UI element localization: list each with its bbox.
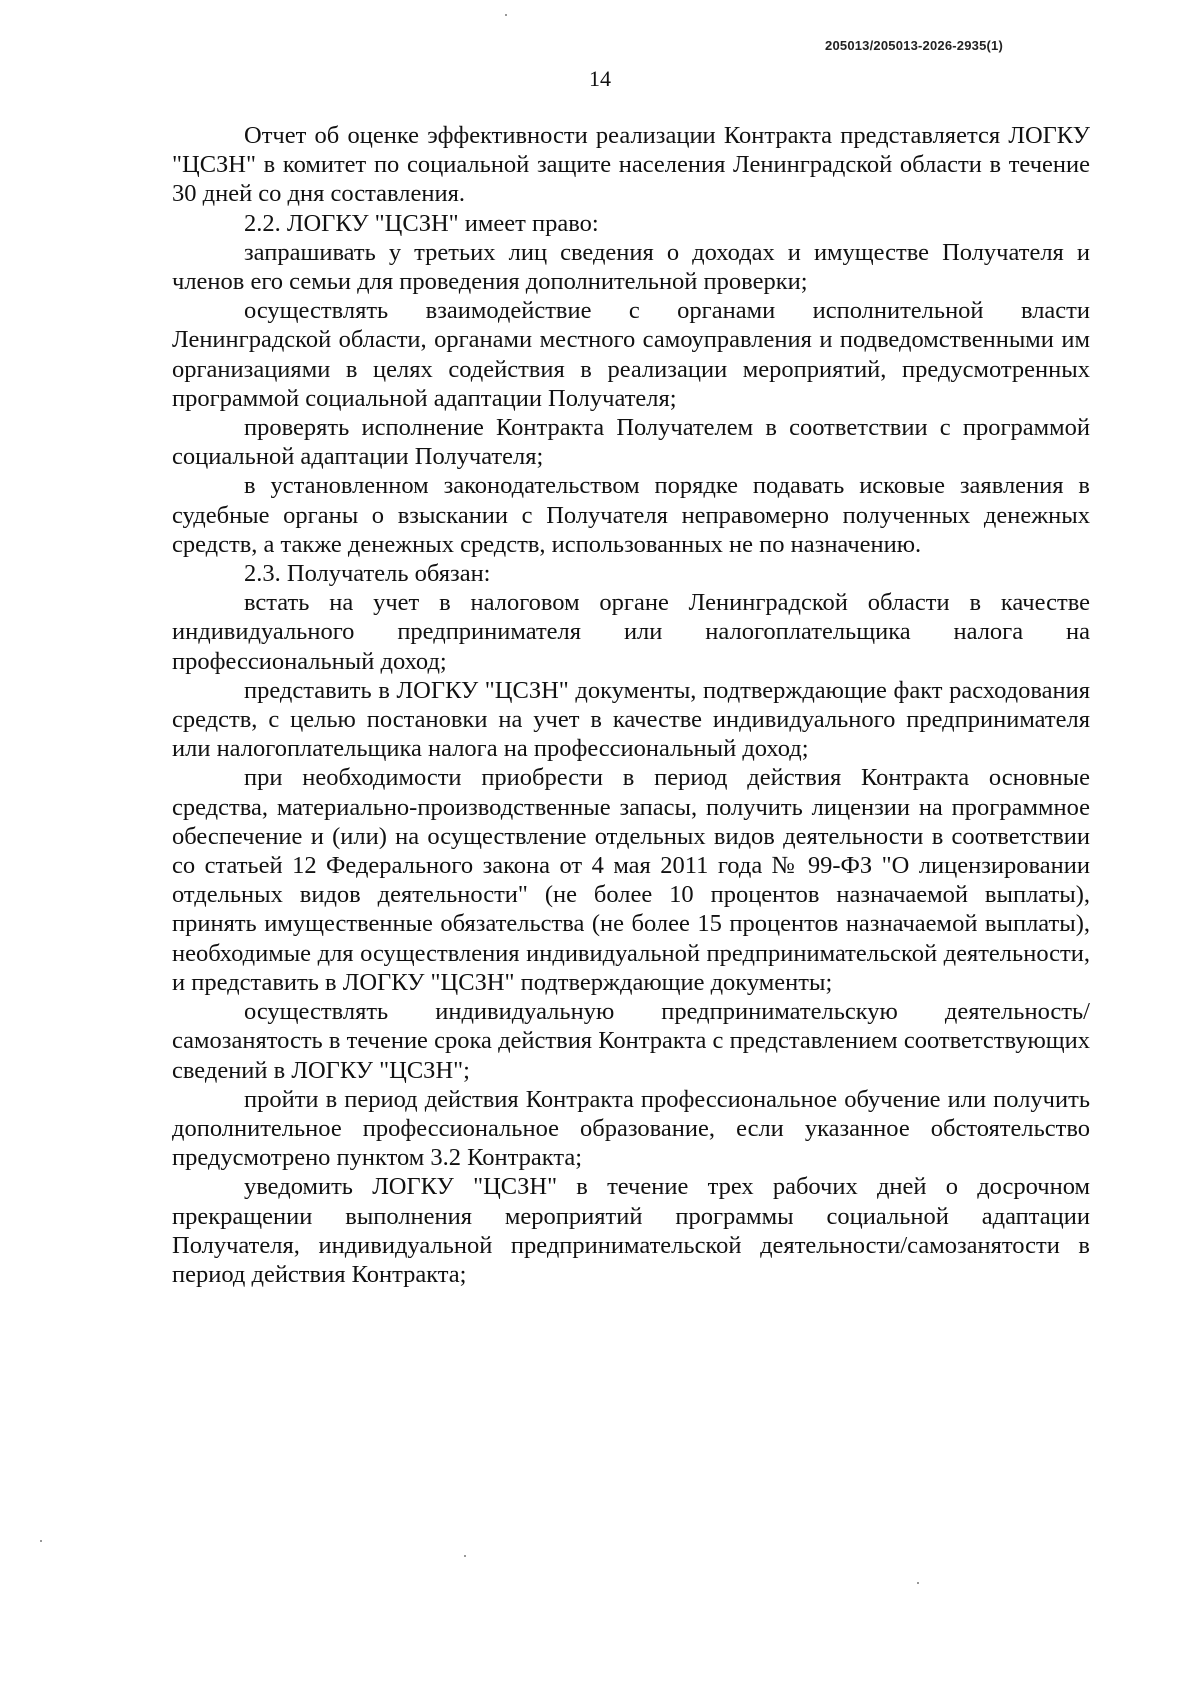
document-registration-number: 205013/205013-2026-2935(1) bbox=[825, 38, 1003, 53]
scan-speck bbox=[40, 1540, 42, 1542]
paragraph-report-submission: Отчет об оценке эффективности реализации Контракта представляется ЛОГКУ "ЦСЗН" в комитет по социальной защите населения Ленинградской области в течение 30 дней со дня составления. bbox=[172, 122, 1090, 208]
paragraph-notify-termination: уведомить ЛОГКУ "ЦСЗН" в течение трех рабочих дней о досрочном прекращении выполнения мероприятий программы социальной адаптации Получателя, индивидуальной предпринимательской деятельности/самозанятости в период действия Контракта; bbox=[172, 1173, 1090, 1288]
scan-speck bbox=[917, 1582, 919, 1584]
page-number: 14 bbox=[589, 66, 611, 91]
section-heading-2-2: 2.2. ЛОГКУ "ЦСЗН" имеет право: bbox=[244, 209, 599, 237]
paragraph-verify-execution: проверять исполнение Контракта Получателем в соответствии с программой социальной адаптации Получателя; bbox=[172, 414, 1090, 471]
scan-speck bbox=[464, 1555, 466, 1557]
paragraph-tax-registration: встать на учет в налоговом органе Ленинградской области в качестве индивидуального предпринимателя или налогоплательщика налога на профессиональный доход; bbox=[172, 589, 1090, 675]
section-heading-2-3: 2.3. Получатель обязан: bbox=[244, 560, 491, 588]
document-body bbox=[172, 121, 1090, 1289]
paragraph-interaction-authorities: осуществлять взаимодействие с органами исполнительной власти Ленинградской области, органами местного самоуправления и подведомственными им организациями в целях содействия в реализации мероприятий, предусмотренных программой социальной адаптации Получателя; bbox=[172, 297, 1090, 412]
scan-speck bbox=[505, 14, 507, 16]
paragraph-professional-training: пройти в период действия Контракта профессиональное обучение или получить дополнительное профессиональное образование, если указанное обстоятельство предусмотрено пунктом 3.2 Контракта; bbox=[172, 1085, 1090, 1172]
paragraph-request-information: запрашивать у третьих лиц сведения о доходах и имуществе Получателя и членов его семьи для проведения дополнительной проверки; bbox=[172, 238, 1090, 296]
paragraph-submit-documents: представить в ЛОГКУ "ЦСЗН" документы, подтверждающие факт расходования средств, с целью постановки на учет в качестве индивидуального предпринимателя или налогоплательщика налога на профессиональный доход; bbox=[172, 676, 1090, 763]
paragraph-file-claims: в установленном законодательством порядке подавать исковые заявления в судебные органы о взыскании с Получателя неправомерно полученных денежных средств, а также денежных средств, использованных не по назначению. bbox=[172, 472, 1090, 558]
paragraph-carry-out-activity: осуществлять индивидуальную предпринимательскую деятельность/ самозанятость в течение срока действия Контракта с представлением соответствующих сведений в ЛОГКУ "ЦСЗН"; bbox=[172, 998, 1090, 1084]
paragraph-acquire-assets: при необходимости приобрести в период действия Контракта основные средства, материально-производственные запасы, получить лицензии на программное обеспечение и (или) на осуществление отдельных видов деятельности в соответствии со статьей 12 Федерального закона от 4 мая 2011 года № 99-ФЗ "О лицензировании отдельных видов деятельности" (не более 10 процентов назначаемой выплаты), принять имущественные обязательства (не более 15 процентов назначаемой выплаты), необходимые для осуществления индивидуальной предпринимательской деятельности, и представить в ЛОГКУ "ЦСЗН" подтверждающие документы; bbox=[172, 764, 1090, 996]
